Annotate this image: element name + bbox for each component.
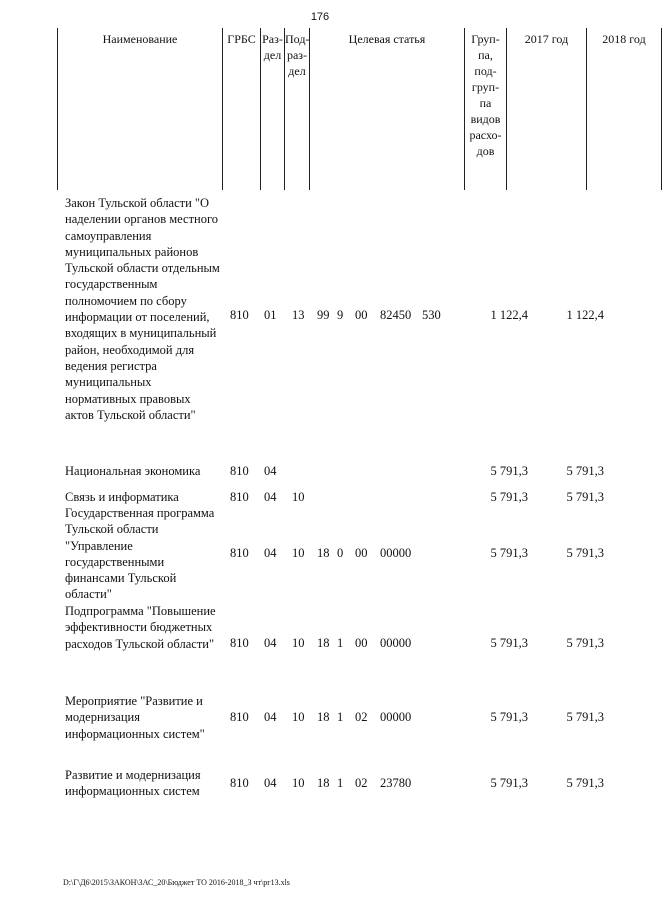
row-target-3: 00: [355, 546, 368, 560]
row-target-3: 02: [355, 710, 368, 724]
row-name: Национальная экономика: [65, 464, 201, 478]
table-row: [0, 505, 640, 603]
row-razdel: 04: [264, 464, 277, 478]
row-value-2018: 5 791,3: [566, 546, 604, 560]
row-target-1: 99: [317, 308, 330, 322]
header-grbs: ГРБС: [222, 28, 260, 190]
row-razdel: 04: [264, 490, 277, 504]
row-value-2017: 5 791,3: [490, 546, 528, 560]
row-value-2017: 1 122,4: [490, 308, 528, 322]
row-target-1: 18: [317, 636, 330, 650]
row-target-4: 82450: [380, 308, 412, 322]
header-podrazdel: Под- раз- дел: [284, 28, 309, 190]
row-razdel: 01: [264, 308, 277, 322]
row-razdel: 04: [264, 636, 277, 650]
row-grbs: 810: [230, 490, 249, 504]
header-2018: 2018 год: [586, 28, 662, 190]
row-value-2018: 5 791,3: [566, 636, 604, 650]
row-target-2: 9: [337, 308, 344, 322]
row-value-2017: 5 791,3: [490, 636, 528, 650]
header-2017: 2017 год: [506, 28, 586, 190]
row-value-2018: 5 791,3: [566, 464, 604, 478]
header-target: Целевая статья: [309, 28, 464, 190]
table-row: [0, 463, 640, 481]
row-value-2018: 5 791,3: [566, 710, 604, 724]
row-target-3: 00: [355, 636, 368, 650]
row-target-2: 0: [337, 546, 344, 560]
row-name: Мероприятие "Развитие и модернизация информационных систем": [65, 694, 205, 741]
header-group: Груп- па, под- груп- па видов расхо- дов: [464, 28, 506, 190]
row-razdel: 04: [264, 776, 277, 790]
row-razdel: 04: [264, 710, 277, 724]
row-grbs: 810: [230, 636, 249, 650]
row-grbs: 810: [230, 464, 249, 478]
row-value-2017: 5 791,3: [490, 776, 528, 790]
row-value-2018: 5 791,3: [566, 490, 604, 504]
row-name: Подпрограмма "Повышение эффективности бюджетных расходов Тульской области": [65, 604, 216, 651]
row-name: Закон Тульской области "О наделении органов местного самоуправления муниципальных районов Тульской области отдельным государственным полномочием по сбору информации от поселений, входящих в муниципальный район, необходимой для ведения регистра муниципальных нормативных правовых актов Тульской области": [65, 196, 220, 422]
row-podrazdel: 13: [292, 308, 305, 322]
header-name: Наименование: [57, 28, 222, 190]
row-target-1: 18: [317, 710, 330, 724]
row-name: Связь и информатика: [65, 490, 179, 504]
row-value-2018: 5 791,3: [566, 776, 604, 790]
row-value-2018: 1 122,4: [566, 308, 604, 322]
row-grbs: 810: [230, 308, 249, 322]
table-row: [0, 693, 640, 743]
row-target-4: 00000: [380, 710, 412, 724]
row-name: Государственная программа Тульской области "Управление государственными финансами Тульской области": [65, 506, 215, 602]
row-target-2: 1: [337, 710, 344, 724]
row-name: Развитие и модернизация информационных систем: [65, 768, 201, 799]
row-target-1: 18: [317, 776, 330, 790]
table-row: [0, 603, 640, 685]
row-target-1: 18: [317, 546, 330, 560]
row-podrazdel: 10: [292, 776, 305, 790]
row-razdel: 04: [264, 546, 277, 560]
row-value-2017: 5 791,3: [490, 464, 528, 478]
row-target-3: 00: [355, 308, 368, 322]
row-target-4: 23780: [380, 776, 412, 790]
file-path-footer: D:\Г\Д6\2015\ЗАКОН\ЗАС_20\Бюджет ТО 2016-2018_3 чт\рг13.xls: [63, 878, 290, 887]
row-value-2017: 5 791,3: [490, 710, 528, 724]
header-razdel: Раз- дел: [260, 28, 284, 190]
row-grbs: 810: [230, 546, 249, 560]
row-podrazdel: 10: [292, 490, 305, 504]
row-podrazdel: 10: [292, 636, 305, 650]
row-podrazdel: 10: [292, 710, 305, 724]
row-group: 530: [422, 308, 441, 322]
table-row: [0, 195, 640, 440]
row-value-2017: 5 791,3: [490, 490, 528, 504]
table-row: [0, 767, 640, 801]
page-number: 176: [310, 11, 330, 23]
row-grbs: 810: [230, 776, 249, 790]
row-grbs: 810: [230, 710, 249, 724]
row-target-2: 1: [337, 776, 344, 790]
row-target-4: 00000: [380, 546, 412, 560]
row-target-4: 00000: [380, 636, 412, 650]
row-podrazdel: 10: [292, 546, 305, 560]
row-target-3: 02: [355, 776, 368, 790]
row-target-2: 1: [337, 636, 344, 650]
